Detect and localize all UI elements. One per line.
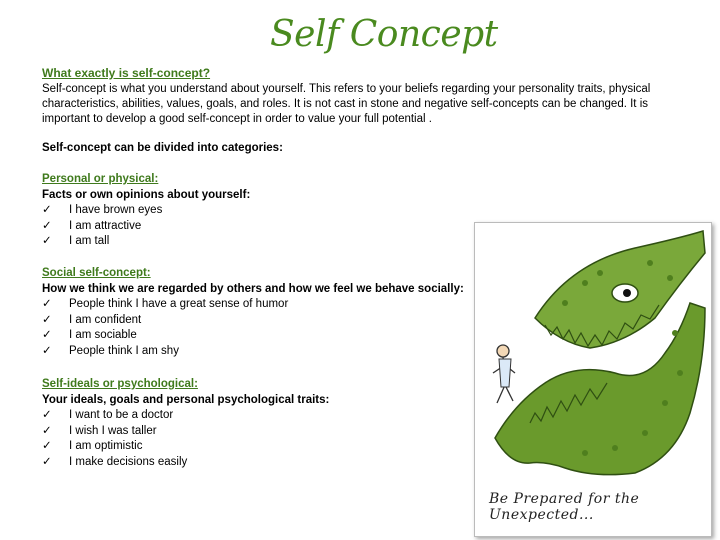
list-item: ✓ I am optimistic xyxy=(42,439,329,455)
checkmark-icon: ✓ xyxy=(42,440,52,452)
checkmark-icon: ✓ xyxy=(42,235,52,247)
categories-intro: Self-concept can be divided into categories: xyxy=(42,142,283,154)
question-heading: What exactly is self-concept? xyxy=(42,66,211,80)
image-caption: Be Prepared for the Unexpected... xyxy=(489,491,640,523)
section-heading: Social self-concept: xyxy=(42,267,151,279)
section-self-ideals xyxy=(42,377,329,470)
list-item: ✓ I wish I was taller xyxy=(42,424,329,440)
section-subheading: Facts or own opinions about yourself: xyxy=(42,188,251,201)
crocodile-illustration xyxy=(474,222,712,537)
section-heading: Personal or physical: xyxy=(42,173,159,185)
page-title: Self Concept xyxy=(270,14,498,55)
section-heading: Self-ideals or psychological: xyxy=(42,378,198,390)
checkmark-icon: ✓ xyxy=(42,219,52,232)
list-item: ✓ I want to be a doctor xyxy=(42,408,329,424)
checkmark-icon: ✓ xyxy=(42,313,52,326)
checkmark-icon: ✓ xyxy=(42,409,52,421)
list-item: ✓ People think I have a great sense of humor xyxy=(42,297,464,313)
checkmark-icon: ✓ xyxy=(42,424,52,437)
list-item: ✓ I have brown eyes xyxy=(42,203,250,219)
checkmark-icon: ✓ xyxy=(42,329,52,341)
checkmark-icon: ✓ xyxy=(42,455,52,468)
list-item: ✓ People think I am shy xyxy=(42,344,464,360)
section-personal xyxy=(42,172,250,250)
list-item: ✓ I am confident xyxy=(42,313,464,329)
crocodile-icon xyxy=(475,223,711,483)
intro-paragraph: Self-concept is what you understand about yourself. This refers to your beliefs regarding your personality traits, physical characteristics, abilities, values, goals, and roles. It is not cast in stone and negative self-concepts can be changed. It is important to develop a good self-concept in order to value your full potential . xyxy=(42,83,651,125)
section-subheading: Your ideals, goals and personal psychological traits: xyxy=(42,393,330,406)
checkmark-icon: ✓ xyxy=(42,204,52,216)
list-item: ✓ I make decisions easily xyxy=(42,455,329,471)
section-subheading: How we think we are regarded by others and how we feel we behave socially: xyxy=(42,282,464,295)
list-item: ✓ I am attractive xyxy=(42,219,250,235)
section-social xyxy=(42,266,464,359)
list-item: ✓ I am tall xyxy=(42,234,250,250)
checkmark-icon: ✓ xyxy=(42,344,52,357)
list-item: ✓ I am sociable xyxy=(42,328,464,344)
checkmark-icon: ✓ xyxy=(42,298,52,310)
